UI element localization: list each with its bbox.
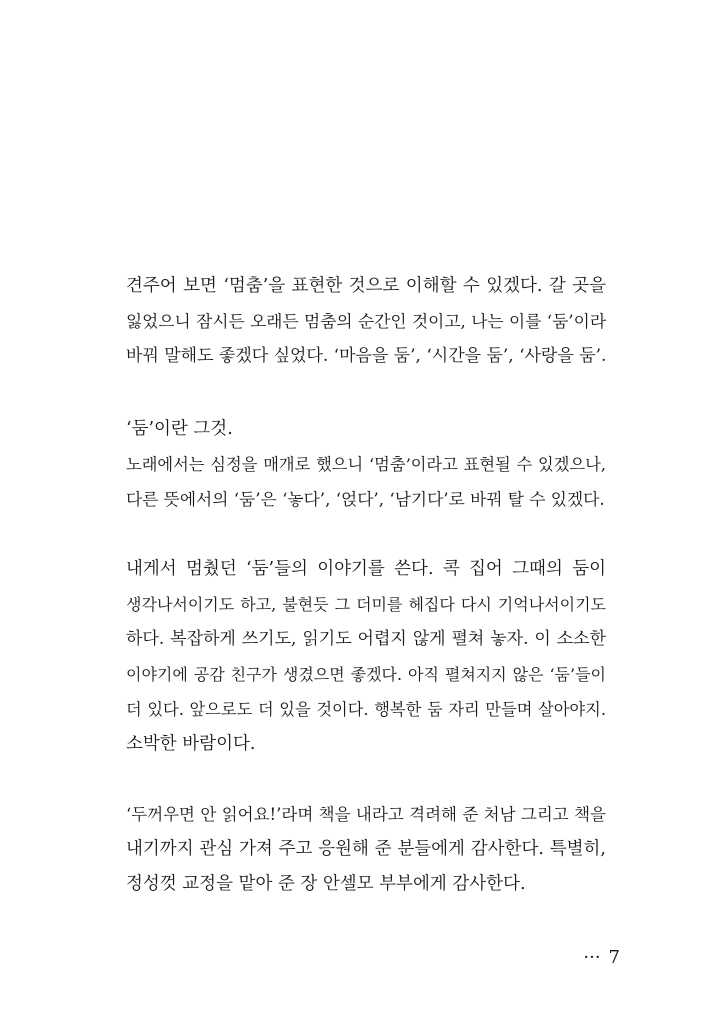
text-line: 더 있다. 앞으로도 더 있을 것이다. 행복한 둠 자리 만들며 살아야지. xyxy=(126,700,606,719)
text-line: ‘두꺼우면 안 읽어요!’라며 책을 내라고 격려해 준 처남 그리고 책을 xyxy=(126,805,606,824)
text-line: 잃었으니 잠시든 오래든 멈춤의 순간인 것이고, 나는 이를 ‘둠’이라 xyxy=(126,311,606,331)
text-line: 다른 뜻에서의 ‘둠’은 ‘놓다’, ‘얹다’, ‘남기다’로 바꿔 탈 수 있겠다. xyxy=(126,489,605,509)
text-line: 소박한 바람이다. xyxy=(126,734,256,754)
paragraph-2 xyxy=(126,412,606,517)
paragraph-1 xyxy=(126,269,606,374)
ellipsis-mark: ··· xyxy=(583,947,601,968)
text-line: ‘둠’이란 그것. xyxy=(126,419,233,439)
text-line: 이야기에 공감 친구가 생겼으면 좋겠다. 아직 펼쳐지지 않은 ‘둠’들이 xyxy=(126,665,606,684)
text-line: 정성껏 교정을 맡아 준 장 안셀모 부부에게 감사한다. xyxy=(126,874,526,894)
text-line: 내기까지 관심 가져 주고 응원해 준 분들에게 감사한다. 특별히, xyxy=(126,839,606,859)
text-line: 노래에서는 심정을 매개로 했으니 ‘멈춤’이라고 표현될 수 있겠으나, xyxy=(126,455,606,474)
paragraph-4 xyxy=(126,797,606,902)
paragraph-3 xyxy=(126,552,606,762)
page-number: 7 xyxy=(608,947,620,968)
text-line: 바꿔 말해도 좋겠다 싶었다. ‘마음을 둠’, ‘시간을 둠’, ‘사랑을 둠’. xyxy=(126,346,607,366)
text-line: 생각나서이기도 하고, 불현듯 그 더미를 헤집다 다시 기억나서이기도 xyxy=(126,595,606,614)
text-line: 견주어 보면 ‘멈춤’을 표현한 것으로 이해할 수 있겠다. 갈 곳을 xyxy=(126,276,606,296)
text-line: 하다. 복잡하게 쓰기도, 읽기도 어렵지 않게 펼쳐 놓자. 이 소소한 xyxy=(126,629,606,649)
text-line: 내게서 멈췄던 ‘둠’들의 이야기를 쓴다. 콕 집어 그때의 둠이 xyxy=(126,559,606,579)
page-footer xyxy=(560,944,620,972)
